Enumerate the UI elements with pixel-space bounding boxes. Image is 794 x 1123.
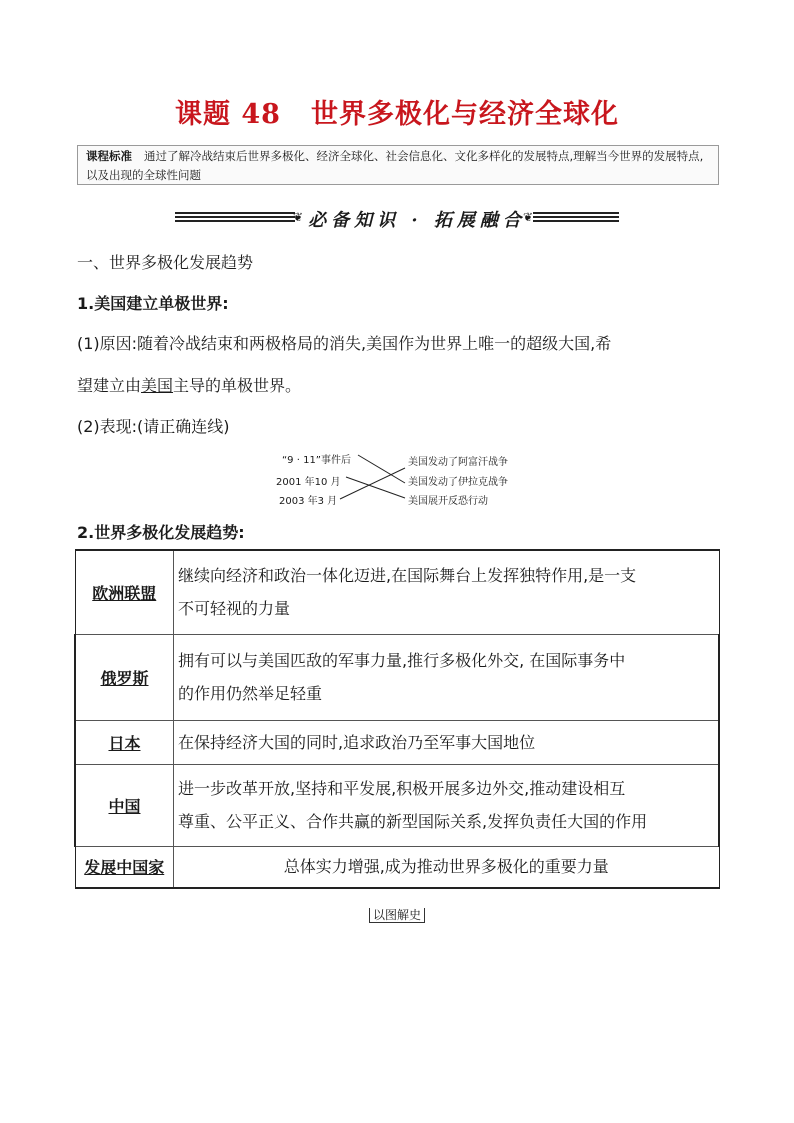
link-right-item: 美国发动了伊拉克战争 <box>408 477 508 488</box>
page-title <box>0 92 794 131</box>
item1-manifest: (2)表现:(请正确连线) <box>77 417 230 436</box>
section-tag-label: 以图解史 <box>369 908 425 923</box>
section-heading: 一、世界多极化发展趋势 <box>77 253 254 272</box>
table-row <box>75 720 719 764</box>
table-value: 继续向经济和政治一体化迈进,在国际舞台上发挥独特作用,是一支 不可轻视的力量 <box>174 550 720 634</box>
table-row <box>75 846 719 888</box>
link-left-item: “9 · 11”事件后 <box>282 455 351 466</box>
lesson-title: 世界多极化与经济全球化 <box>310 99 619 130</box>
table-value: 总体实力增强,成为推动世界多极化的重要力量 <box>174 846 720 888</box>
table-key: 欧洲联盟 <box>75 550 174 634</box>
curriculum-standard-text: 通过了解冷战结束后世界多极化、经济全球化、社会信息化、文化多样化的发展特点,理解当今世界的发展特点,以及出现的全球性问题 <box>86 149 704 182</box>
item1-cause-line2: 望建立由美国主导的单极世界。 <box>77 376 302 395</box>
curriculum-standard-label: 课程标准 <box>86 149 132 163</box>
item2-heading: 2.世界多极化发展趋势: <box>77 523 245 542</box>
link-right-item: 美国展开反恐行动 <box>408 496 488 507</box>
table-row <box>75 634 719 720</box>
table-key: 俄罗斯 <box>75 634 174 720</box>
lesson-number: 课题 48 <box>175 99 281 130</box>
curriculum-standard-box <box>77 145 719 185</box>
link-left-item: 2003 年3 月 <box>279 496 338 507</box>
link-left-item: 2001 年10 月 <box>276 477 341 488</box>
table-row <box>75 550 719 634</box>
banner-left-lines <box>175 212 295 222</box>
table-value: 拥有可以与美国匹敌的军事力量,推行多极化外交, 在国际事务中 的作用仍然举足轻重 <box>174 634 720 720</box>
table-key: 中国 <box>75 764 174 846</box>
blank-answer: 美国 <box>141 376 174 395</box>
table-key: 发展中国家 <box>75 846 174 888</box>
link-right-item: 美国发动了阿富汗战争 <box>408 457 508 468</box>
leaf-icon: ❦ <box>523 210 534 224</box>
banner-right-lines <box>533 212 619 222</box>
banner-text: 必备知识 · 拓展融合 <box>308 210 526 231</box>
item1-cause-line1: (1)原因:随着冷战结束和两极格局的消失,美国作为世界上唯一的超级大国,希 <box>77 334 612 353</box>
leaf-icon: ❦ <box>293 210 304 224</box>
section-tag <box>0 906 794 923</box>
matching-diagram <box>270 445 530 507</box>
section-banner <box>175 206 619 232</box>
table-value: 在保持经济大国的同时,追求政治乃至军事大国地位 <box>174 720 720 764</box>
table-key: 日本 <box>75 720 174 764</box>
table-value: 进一步改革开放,坚持和平发展,积极开展多边外交,推动建设相互 尊重、公平正义、合作共赢的新型国际关系,发挥负责任大国的作用 <box>174 764 720 846</box>
multipolar-table <box>74 549 720 889</box>
item1-heading: 1.美国建立单极世界: <box>77 294 229 313</box>
table-row <box>75 764 719 846</box>
